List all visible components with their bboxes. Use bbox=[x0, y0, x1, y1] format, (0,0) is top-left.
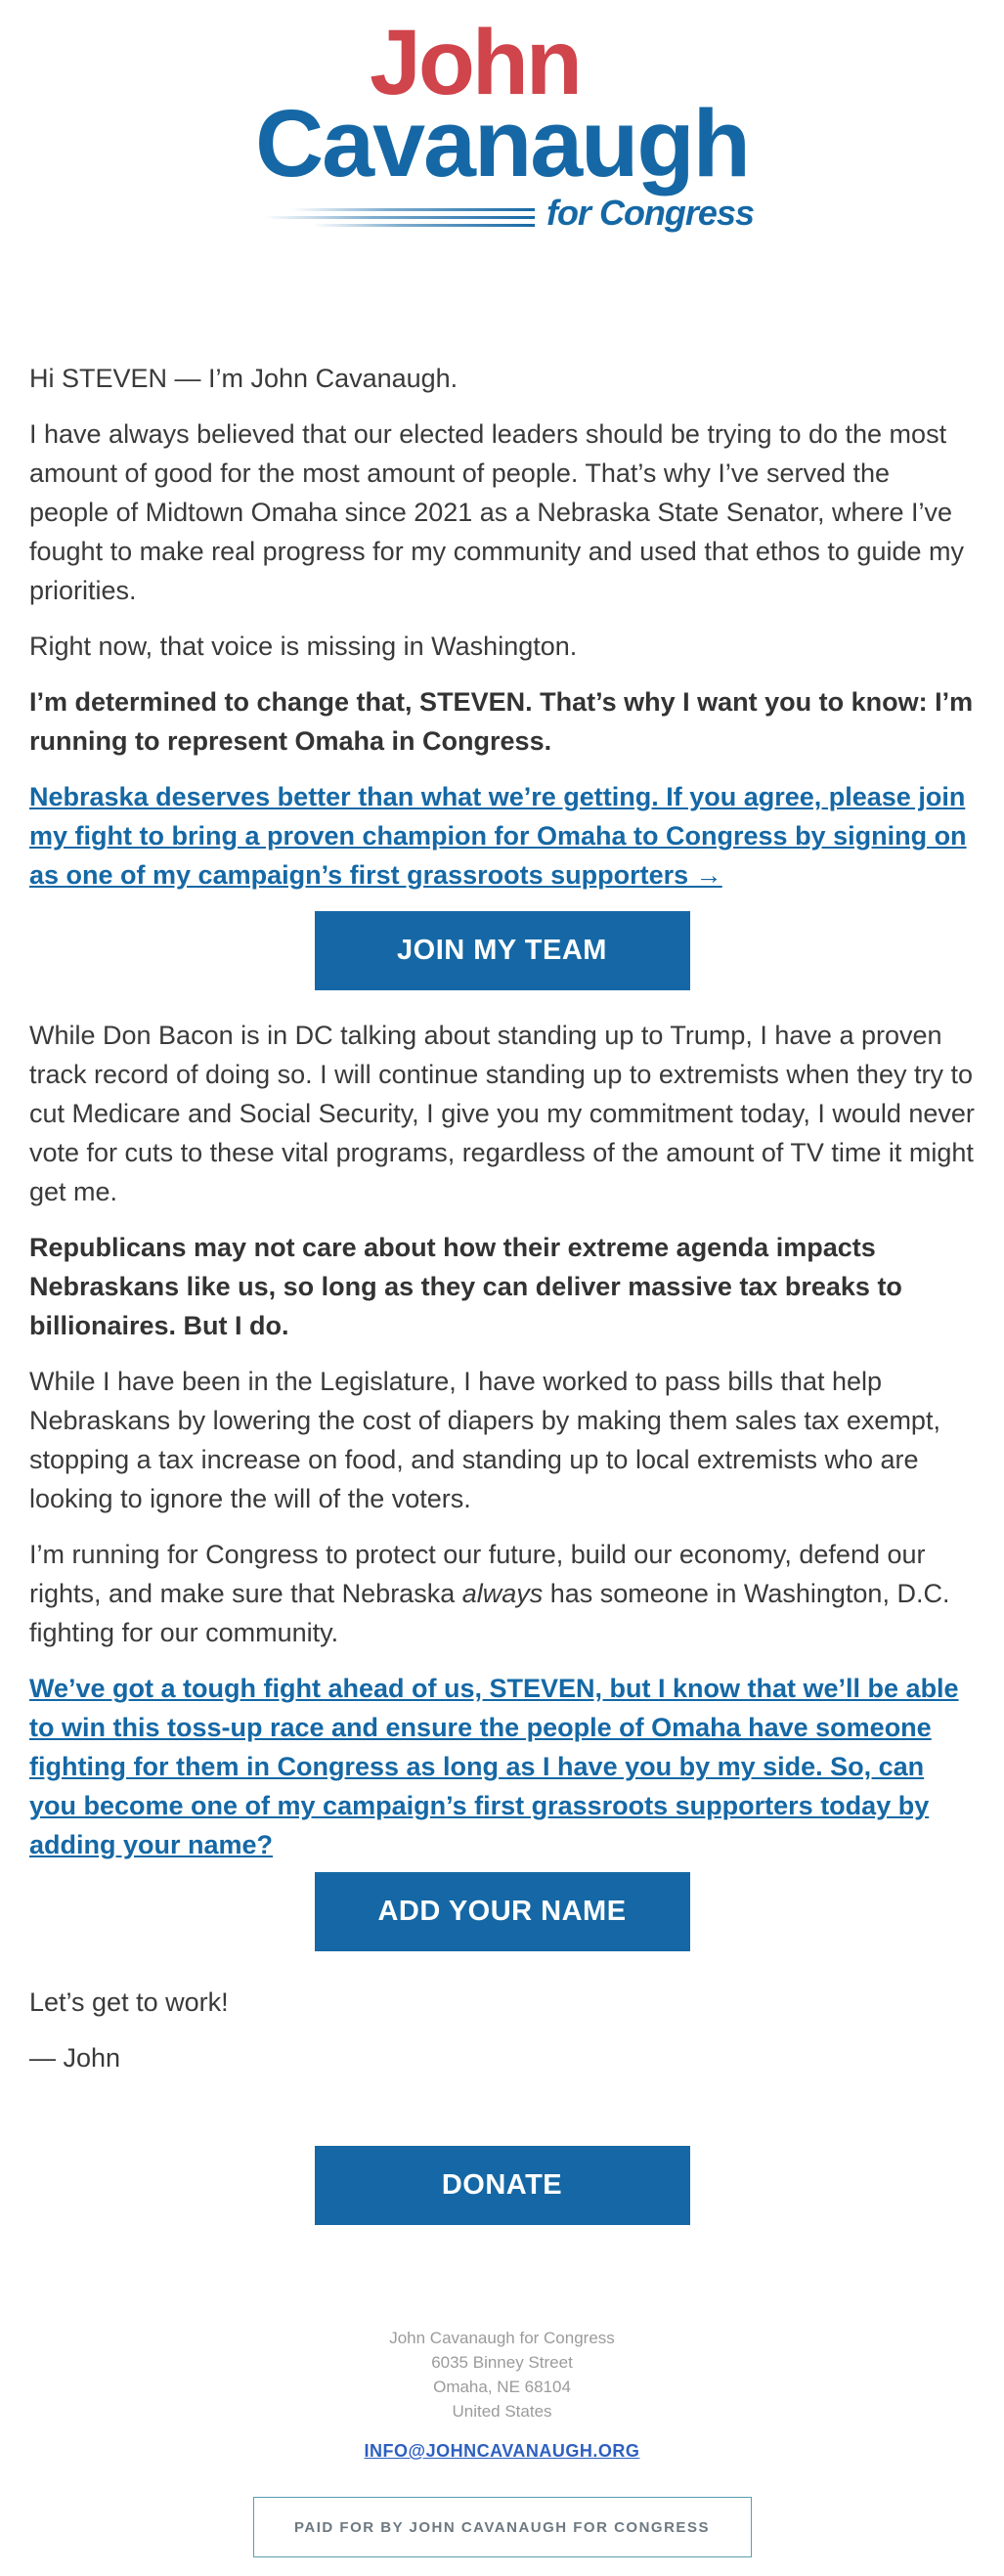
paragraph-7-italic-word: always bbox=[461, 1579, 544, 1609]
logo-cavanaugh-text: Cavanaugh bbox=[255, 90, 749, 196]
body-paragraph-3-bold: I’m determined to change that, STEVEN. That’s why I want you to know: I’m running to represent Omaha in Congress. bbox=[29, 687, 974, 757]
footer-address-city: Omaha, NE 68104 bbox=[433, 2378, 571, 2397]
donate-button[interactable]: DONATE bbox=[315, 2146, 690, 2225]
signup-link-1[interactable]: Nebraska deserves better than what we’re getting. If you agree, please join my fight to bring a proven champion for Omaha to Congress by signing on as one of my campaign’s first grassroots supporters → bbox=[29, 782, 967, 891]
paragraph-7-end: has someone in Washington, D.C. fighting for our community. bbox=[29, 1579, 950, 1648]
campaign-logo[interactable] bbox=[0, 0, 1004, 234]
paid-for-disclaimer-box: PAID FOR BY JOHN CAVANAUGH FOR CONGRESS bbox=[253, 2497, 752, 2557]
logo-tagline-text: for Congress bbox=[546, 193, 754, 234]
logo-john-text: John bbox=[370, 11, 580, 114]
body-paragraph-7 bbox=[29, 1535, 975, 1652]
email-footer bbox=[0, 2326, 1004, 2557]
signup-link-2[interactable]: We’ve got a tough fight ahead of us, STEVEN, but I know that we’ll be able to win this toss-up race and ensure the people of Omaha have someone fighting for them in Congress as long as I have you by my side. So, can you become one of my campaign’s first grassroots supporters today by adding your name? bbox=[29, 1674, 959, 1860]
greeting-text: Hi STEVEN — I’m John Cavanaugh. bbox=[29, 364, 458, 394]
closing-text: Let’s get to work! bbox=[29, 1987, 229, 2018]
contact-email-link[interactable]: INFO@JOHNCAVANAUGH.ORG bbox=[364, 2441, 640, 2462]
speed-lines-icon bbox=[250, 208, 535, 227]
footer-org-name: John Cavanaugh for Congress bbox=[389, 2329, 615, 2348]
logo-tagline-row bbox=[250, 193, 754, 234]
join-my-team-button[interactable]: JOIN MY TEAM bbox=[315, 911, 690, 990]
body-paragraph-2: Right now, that voice is missing in Washington. bbox=[29, 632, 578, 662]
body-paragraph-5-bold: Republicans may not care about how their extreme agenda impacts Nebraskans like us, so long as they can deliver massive tax breaks to billionaires. But I do. bbox=[29, 1233, 902, 1341]
email-copy bbox=[0, 359, 1004, 2225]
footer-address-street: 6035 Binney Street bbox=[431, 2353, 573, 2373]
body-paragraph-1: I have always believed that our elected leaders should be trying to do the most amount of good for the most amount of people. That’s why I’ve served the people of Midtown Omaha since 2021 as a Nebraska State Senator, where I’ve fought to make real progress for my community and used that ethos to guide my priorities. bbox=[29, 419, 964, 606]
signature-text: — John bbox=[29, 2043, 121, 2074]
add-your-name-button[interactable]: ADD YOUR NAME bbox=[315, 1872, 690, 1951]
footer-address-country: United States bbox=[452, 2402, 552, 2422]
body-paragraph-4: While Don Bacon is in DC talking about standing up to Trump, I have a proven track record of doing so. I will continue standing up to extremists when they try to cut Medicare and Social Security, I give you my commitment today, I would never vote for cuts to these vital programs, regardless of the amount of TV time it might get me. bbox=[29, 1021, 975, 1207]
body-paragraph-6: While I have been in the Legislature, I have worked to pass bills that help Nebraskans by lowering the cost of diapers by making them sales tax exempt, stopping a tax increase on food, and standing up to local extremists who are looking to ignore the will of the voters. bbox=[29, 1367, 940, 1514]
paragraph-7-start: I’m running for Congress to protect our future, build our economy, defend our rights, and make sure that Nebraska bbox=[29, 1540, 926, 1609]
